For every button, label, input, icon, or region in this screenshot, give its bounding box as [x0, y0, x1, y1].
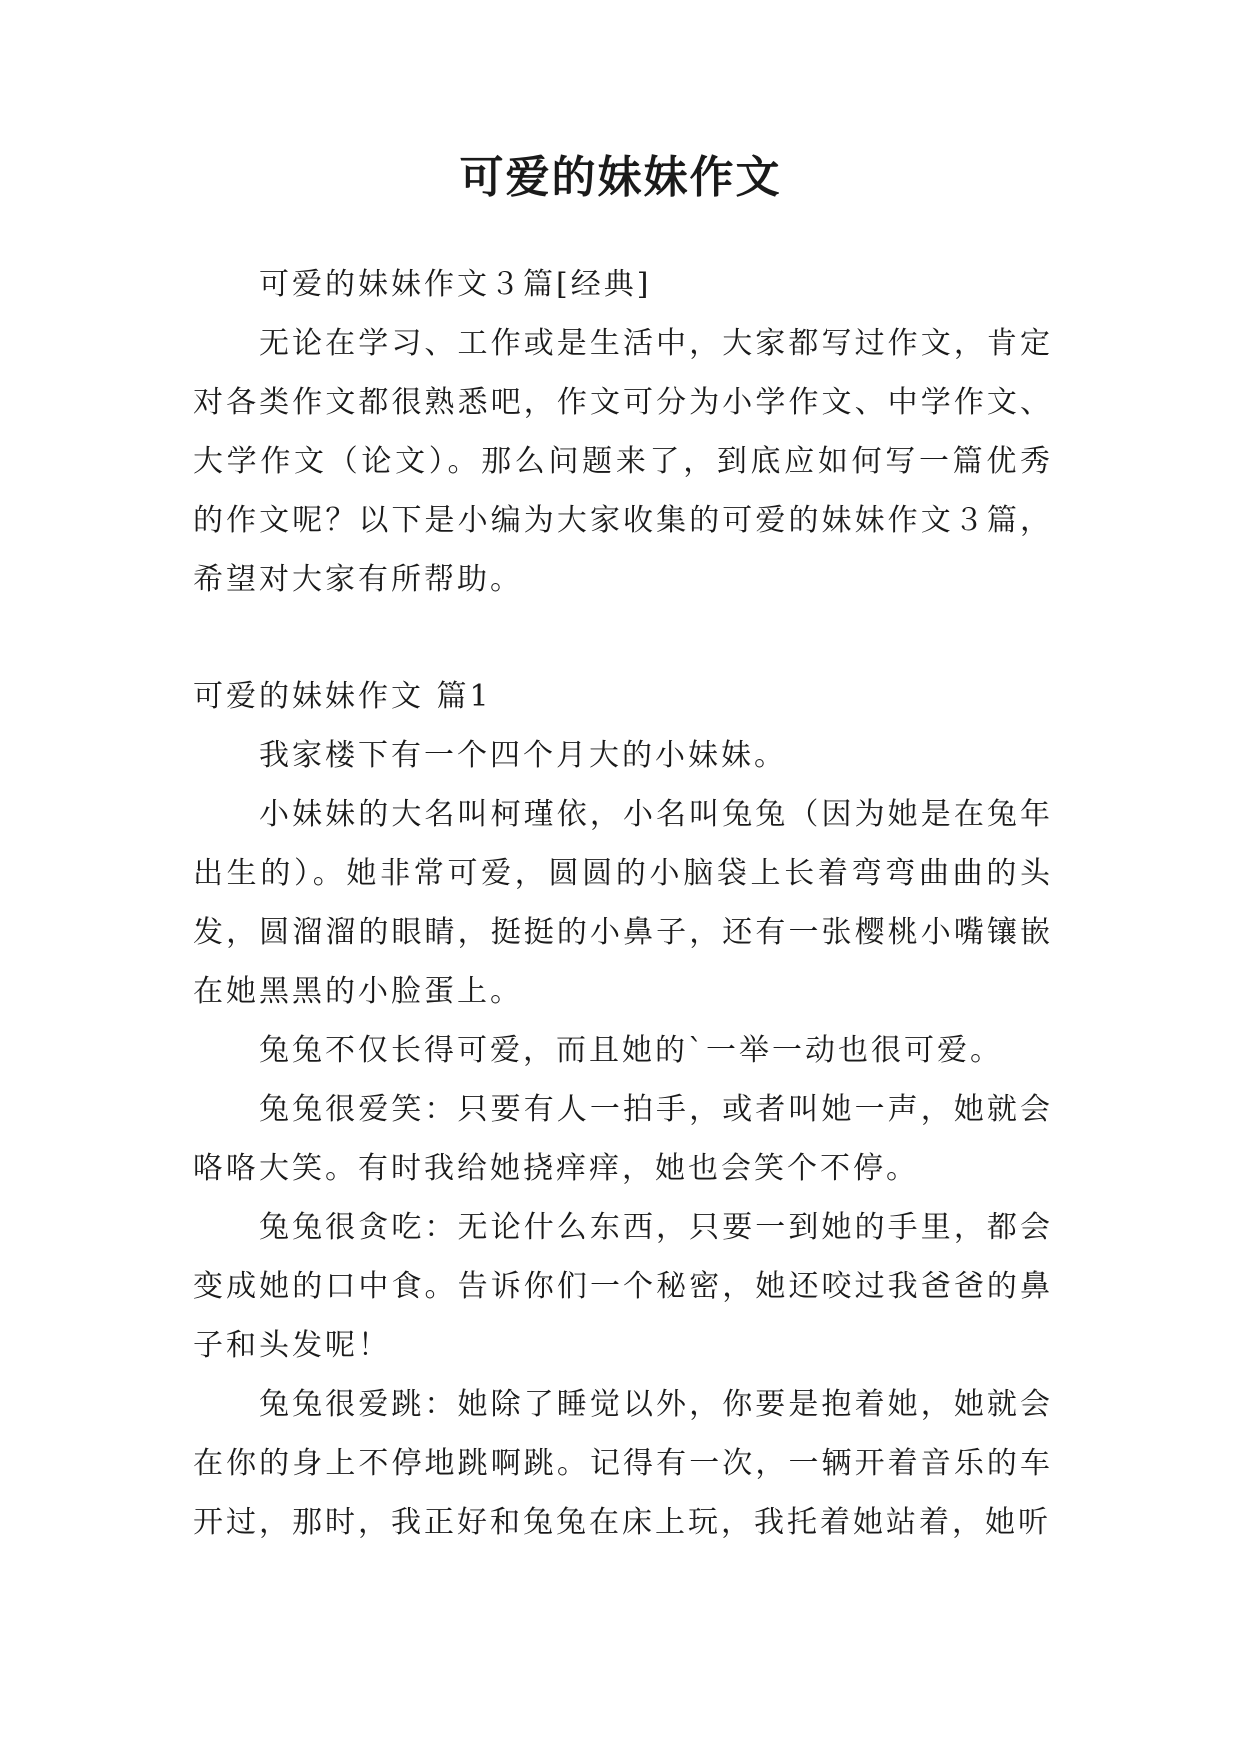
section-heading: 可爱的妹妹作文 篇1 [193, 679, 492, 714]
intro-subtitle: 可爱的妹妹作文３篇[经典] [259, 267, 652, 302]
document-title: 可爱的妹妹作文 [459, 152, 782, 203]
intro-paragraph: 无论在学习、工作或是生活中，大家都写过作文，肯定对各类作文都很熟悉吧，作文可分为小学作文、中学作文、大学作文（论文）。那么问题来了，到底应如何写一篇优秀的作文呢？以下是小编为大家收集的可爱的妹妹作文３篇，希望对大家有所帮助。 [193, 326, 1053, 597]
body-paragraph: 兔兔很爱跳：她除了睡觉以外，你要是抱着她，她就会在你的身上不停地跳啊跳。记得有一次，一辆开着音乐的车开过，那时，我正好和兔兔在床上玩，我托着她站着，她听 [193, 1387, 1053, 1540]
body-paragraph: 我家楼下有一个四个月大的小妹妹。 [259, 738, 787, 773]
body-paragraph: 小妹妹的大名叫柯瑾依，小名叫兔兔（因为她是在兔年出生的）。她非常可爱，圆圆的小脑袋上长着弯弯曲曲的头发，圆溜溜的眼睛，挺挺的小鼻子，还有一张樱桃小嘴镶嵌在她黑黑的小脸蛋上。 [193, 797, 1053, 1009]
body-paragraph: 兔兔很爱笑：只要有人一拍手，或者叫她一声，她就会咯咯大笑。有时我给她挠痒痒，她也会笑个不停。 [193, 1092, 1053, 1186]
document-body [193, 255, 1053, 1552]
body-paragraph: 兔兔不仅长得可爱，而且她的`一举一动也很可爱。 [259, 1033, 1003, 1068]
body-paragraph: 兔兔很贪吃：无论什么东西，只要一到她的手里，都会变成她的口中食。告诉你们一个秘密，她还咬过我爸爸的鼻子和头发呢！ [193, 1210, 1053, 1363]
